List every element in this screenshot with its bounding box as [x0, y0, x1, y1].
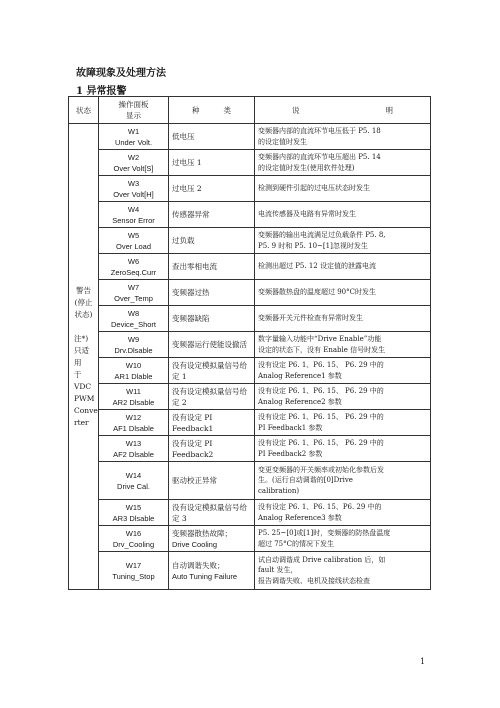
desc-desc1: 变频器的输出电流满足过负载条件 P5. 8,	[258, 231, 386, 239]
desc-desc1: 没有设定 P6. 1、P6. 15、 P6. 29 中的	[258, 361, 384, 369]
header-panel	[99, 97, 169, 124]
panel-code2: Drv.Dlsable	[114, 345, 153, 355]
panel-code1: W9	[127, 334, 140, 344]
desc-desc1: 变频器散热盘的温度超过 90°C时发生	[258, 288, 376, 297]
table-body	[69, 124, 431, 590]
state-line3: 状态)	[74, 309, 93, 319]
kind-kind2: Drive Cooling	[172, 539, 218, 549]
panel-code2: Tuning_Stop	[112, 571, 155, 581]
panel-code2: AR1 Dlable	[114, 371, 153, 381]
state-line10: rter	[74, 417, 89, 427]
desc-cell	[255, 358, 431, 384]
header-desc-a: 说	[292, 105, 300, 115]
desc-cell	[255, 526, 431, 552]
desc-desc2: Analog Reference3 参数	[258, 513, 342, 522]
panel-code2: AR2 Dlsable	[112, 397, 155, 407]
kind-kind2: Auto Tuning Failure	[172, 571, 238, 581]
state-line5: 只适用	[74, 345, 89, 367]
kind-kind1: 过电压 1	[172, 158, 202, 167]
desc-desc1: 试自动调谐成 Drive calibration 后，如	[258, 555, 386, 564]
desc-desc1: 没有设定 P6. 1、P6. 15、 P6. 29 中的	[258, 439, 384, 447]
desc-cell	[255, 500, 431, 526]
panel-code1: W5	[127, 230, 140, 240]
panel-code-cell	[99, 124, 169, 150]
kind-cell	[169, 280, 255, 306]
panel-code-cell	[99, 228, 169, 254]
kind-kind1: 变频器运行使能设撤活	[172, 340, 247, 349]
desc-desc2: Analog Reference1 参数	[258, 371, 342, 380]
panel-code1: W13	[125, 438, 142, 448]
panel-code-cell	[99, 384, 169, 410]
kind-kind1: 变频器过热	[172, 288, 210, 297]
page-title: 故障现象及处理方法	[76, 68, 166, 79]
kind-kind1: 自动调谐失败；	[172, 560, 225, 570]
panel-code1: W6	[127, 256, 140, 266]
kind-cell	[169, 150, 255, 176]
table-row	[69, 332, 431, 358]
state-line1: 警告	[76, 285, 91, 295]
alarm-table	[68, 96, 431, 590]
panel-code2: AF2 Dlsable	[113, 449, 154, 459]
header-state: 状态	[69, 97, 99, 124]
panel-code2: Over Volt[S]	[113, 163, 154, 173]
kind-kind1: 没有设定模拟量信号给定 3	[172, 502, 247, 523]
panel-code2: Sensor Error	[112, 215, 155, 225]
kind-cell	[169, 552, 255, 590]
desc-desc2: 生。(运行自动调谐的[0]Drive	[258, 476, 353, 485]
panel-code1: W11	[126, 386, 141, 396]
desc-desc2: Analog Reference2 参数	[258, 397, 342, 406]
panel-code-cell	[99, 410, 169, 436]
kind-cell	[169, 124, 255, 150]
header-kind-a: 种	[192, 105, 200, 115]
desc-cell	[255, 124, 431, 150]
desc-desc1: 没有设定 P6. 1、P6. 15、 P6. 29 中的	[258, 413, 384, 421]
desc-cell	[255, 150, 431, 176]
table-row	[69, 306, 431, 332]
panel-code2: Over Load	[115, 241, 152, 251]
table-row	[69, 462, 431, 500]
section-title: 1 异常报警	[76, 86, 127, 97]
panel-code1: W4	[127, 204, 140, 214]
panel-code2: AR3 Dlsable	[112, 513, 155, 523]
panel-code1: W3	[127, 178, 140, 188]
kind-kind1: 驱动校正异常	[172, 476, 217, 485]
kind-kind1: 过电压 2	[172, 184, 202, 193]
desc-desc1: 数字量输入功能中“Drive Enable”功能	[258, 335, 382, 343]
desc-desc2: fault 发生，	[258, 566, 298, 575]
panel-code-cell	[99, 280, 169, 306]
kind-kind1: 变频器缺陷	[172, 314, 210, 323]
panel-code2: ZeroSeq.Curr	[110, 267, 157, 277]
header-desc	[255, 97, 431, 124]
desc-desc1: 检测出超过 P5. 12 设定值的泄露电流	[258, 262, 376, 271]
panel-code1: W12	[125, 412, 142, 422]
kind-kind1: 查出零相电流	[172, 262, 217, 271]
panel-code-cell	[99, 358, 169, 384]
kind-kind1: 没有设定模拟量信号给定 2	[172, 386, 247, 407]
table-row	[69, 526, 431, 552]
desc-cell	[255, 176, 431, 202]
panel-code-cell	[99, 176, 169, 202]
panel-code-cell	[99, 526, 169, 552]
desc-cell	[255, 306, 431, 332]
desc-desc1: 变频器内部的直流环节电压超出 P5. 14	[258, 153, 381, 161]
panel-code2: Over_Temp	[114, 293, 153, 303]
state-cell	[69, 124, 99, 590]
kind-kind1: 没有设定模拟量信号给定 1	[172, 360, 247, 381]
table-row	[69, 202, 431, 228]
kind-kind1: 变频器散热故障；	[172, 528, 232, 538]
panel-code2: Drv_Cooling	[112, 539, 155, 549]
state-line4: 注*)	[74, 333, 89, 343]
kind-kind1: 低电压	[172, 132, 195, 141]
panel-code-cell	[99, 552, 169, 590]
kind-kind1: 传感器异常	[172, 210, 210, 219]
desc-desc2: 超过 75°C的情况下发生	[258, 539, 334, 548]
desc-desc2: 设定的状态下，没有 Enable 信号时发生	[258, 345, 386, 354]
desc-desc3: calibration)	[258, 486, 300, 495]
panel-code-cell	[99, 462, 169, 500]
panel-code2: Under Volt.	[114, 137, 153, 147]
panel-code1: W10	[125, 360, 142, 370]
panel-code2: Device_Short	[110, 319, 157, 329]
panel-code-cell	[99, 436, 169, 462]
header-panel-line2: 显示	[126, 111, 141, 120]
table-header-row	[69, 97, 431, 124]
header-desc-b: 明	[385, 105, 393, 115]
desc-cell	[255, 552, 431, 590]
panel-code-cell	[99, 306, 169, 332]
panel-code1: W7	[127, 282, 140, 292]
desc-desc2: PI Feedback1 参数	[258, 423, 323, 432]
table-row	[69, 228, 431, 254]
desc-desc1: 没有设定 P6. 1、P6. 15、P6. 29 中的	[258, 503, 382, 511]
desc-cell	[255, 332, 431, 358]
panel-code1: W15	[125, 502, 142, 512]
panel-code2: Over Volt[H]	[113, 189, 154, 199]
desc-cell	[255, 384, 431, 410]
desc-desc3: 报告调谐失败、电机及接线状态检查	[258, 576, 370, 585]
desc-cell	[255, 462, 431, 500]
panel-code-cell	[99, 254, 169, 280]
header-panel-line1: 操作面板	[118, 100, 149, 109]
panel-code-cell	[99, 150, 169, 176]
table-row	[69, 280, 431, 306]
desc-desc2: 的设定值时发生	[258, 137, 307, 146]
panel-code1: W14	[125, 470, 142, 480]
kind-cell	[169, 358, 255, 384]
table-row	[69, 384, 431, 410]
kind-cell	[169, 254, 255, 280]
panel-code-cell	[99, 202, 169, 228]
panel-code1: W17	[125, 560, 142, 570]
desc-cell	[255, 410, 431, 436]
header-kind	[169, 97, 255, 124]
desc-cell	[255, 202, 431, 228]
desc-cell	[255, 228, 431, 254]
panel-code1: W8	[127, 308, 140, 318]
kind-cell	[169, 384, 255, 410]
panel-code-cell	[99, 500, 169, 526]
desc-cell	[255, 436, 431, 462]
panel-code1: W16	[125, 528, 142, 538]
desc-desc1: 电流传感器及电路有异常时发生	[258, 210, 356, 219]
kind-cell	[169, 410, 255, 436]
table-row	[69, 358, 431, 384]
kind-cell	[169, 202, 255, 228]
desc-desc1: 变频器开关元件检查有异常时发生	[258, 314, 363, 323]
table-row	[69, 124, 431, 150]
page-number: 1	[420, 657, 426, 666]
kind-cell	[169, 462, 255, 500]
kind-cell	[169, 436, 255, 462]
desc-desc1: 检测到硬件引起的过电压状态时发生	[258, 184, 370, 193]
state-line8: PWM	[74, 393, 95, 403]
panel-code2: Drive Cal.	[117, 481, 150, 491]
state-line6: 于	[74, 369, 82, 379]
kind-cell	[169, 228, 255, 254]
panel-code2: AF1 Dlsable	[113, 423, 154, 433]
table-row	[69, 436, 431, 462]
kind-kind1: 没有设定 PI Feedback2	[172, 438, 214, 459]
header-kind-b: 类	[223, 105, 231, 115]
kind-cell	[169, 500, 255, 526]
state-line2: (停止	[74, 297, 93, 307]
kind-cell	[169, 176, 255, 202]
kind-cell	[169, 306, 255, 332]
table-row	[69, 176, 431, 202]
desc-desc1: P5. 25~[0]或[1]时，变频器的防热盘温度	[258, 529, 391, 537]
desc-desc1: 变频器内部的直流环节电压低于 P5. 18	[258, 127, 381, 135]
desc-desc2: 的设定值时发生(使用软件处理)	[258, 163, 355, 172]
state-line7: VDC	[74, 381, 92, 391]
panel-code1: W1	[127, 126, 140, 136]
panel-code1: W2	[127, 152, 140, 162]
table-row	[69, 552, 431, 590]
desc-desc1: 变更变频器的开关频率或初始化参数后发	[258, 465, 384, 474]
desc-desc2: P5. 9 时和 P5. 10~[1]忽视时发生	[258, 241, 368, 250]
table-row	[69, 150, 431, 176]
kind-cell	[169, 526, 255, 552]
panel-code-cell	[99, 332, 169, 358]
kind-kind1: 没有设定 PI Feedback1	[172, 412, 214, 433]
kind-kind1: 过负载	[172, 236, 195, 245]
kind-cell	[169, 332, 255, 358]
desc-desc2: PI Feedback2 参数	[258, 449, 323, 458]
desc-desc1: 没有设定 P6. 1、P6. 15、 P6. 29 中的	[258, 387, 384, 395]
table-row	[69, 254, 431, 280]
desc-cell	[255, 254, 431, 280]
table-row	[69, 410, 431, 436]
table-row	[69, 500, 431, 526]
desc-cell	[255, 280, 431, 306]
state-line9: Conve	[74, 405, 98, 415]
